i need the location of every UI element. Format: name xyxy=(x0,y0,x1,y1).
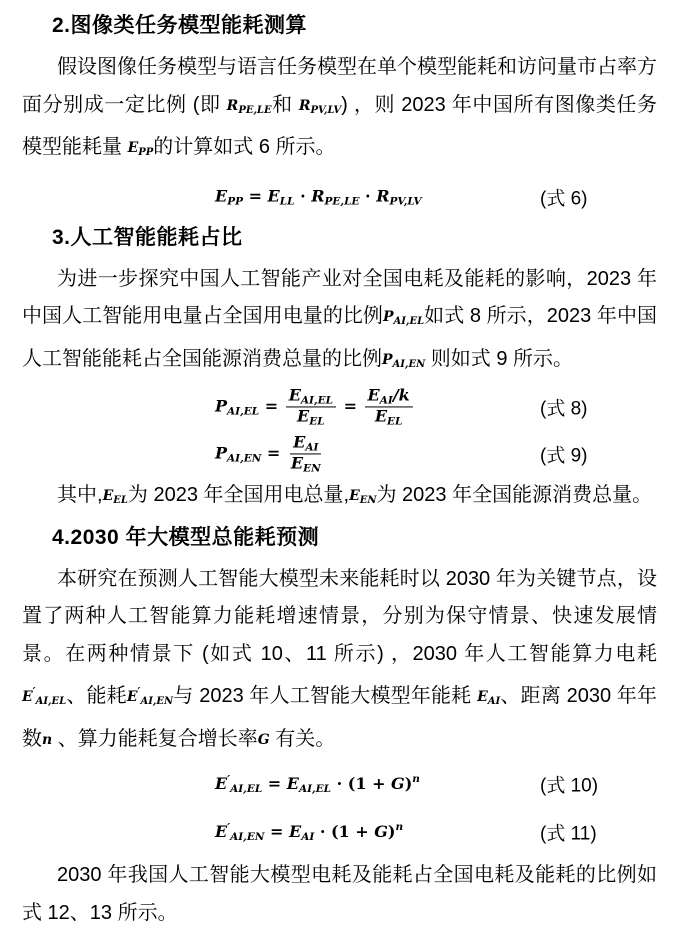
text-run xyxy=(22,864,657,924)
math-base: P xyxy=(382,352,393,368)
math-base: E xyxy=(215,186,227,205)
fraction xyxy=(365,386,413,427)
section xyxy=(22,523,657,932)
math-base: = xyxy=(262,774,287,793)
math-base: E xyxy=(291,453,303,472)
section xyxy=(22,223,657,520)
inline-math xyxy=(297,406,325,425)
text-run xyxy=(270,728,336,750)
subscript: AI,EL xyxy=(394,316,425,327)
subscript: AI xyxy=(488,696,500,707)
math-base: E xyxy=(289,822,301,841)
math-base: E xyxy=(293,432,305,451)
formula-block xyxy=(22,383,657,430)
subscript: AI,EL xyxy=(36,696,67,707)
math-base: E xyxy=(349,488,360,504)
inline-math xyxy=(374,822,388,841)
fraction-denominator xyxy=(288,454,324,474)
math-base: 和 xyxy=(272,94,299,116)
fraction xyxy=(286,386,336,427)
math-base: 、能耗 xyxy=(66,685,127,707)
inline-math xyxy=(215,443,261,462)
math-base: · (1 + xyxy=(331,774,391,793)
paragraph xyxy=(22,477,657,520)
subscript: EN xyxy=(360,495,377,506)
inline-math xyxy=(391,774,405,793)
math-base: = xyxy=(264,822,289,841)
math-base: 为 2023 年全国能源消费总量。 xyxy=(377,484,653,506)
formula xyxy=(215,186,422,207)
inline-math xyxy=(258,732,270,748)
subscript: LL xyxy=(280,195,295,207)
inline-math xyxy=(359,186,376,205)
text-run xyxy=(128,484,349,506)
inline-math xyxy=(289,822,314,841)
math-base: R xyxy=(227,98,239,114)
math-base: 、算力能耗复合增长率 xyxy=(52,728,258,750)
subscript: AI,EN xyxy=(230,831,264,843)
formula xyxy=(215,821,403,843)
math-base: 有关。 xyxy=(270,728,336,750)
formula xyxy=(215,433,326,474)
math-base: n xyxy=(42,732,52,748)
math-base: E xyxy=(268,186,280,205)
inline-math xyxy=(295,186,312,205)
math-base: R xyxy=(376,186,389,205)
math-base: 假设图像任务模型与语言任务模型在单个模型能耗和访问量市占率方面分别成一定比例 (即 xyxy=(22,56,657,116)
math-base: 、距离 2030 年年数 xyxy=(22,685,657,750)
math-base: P xyxy=(215,443,227,462)
math-base: · xyxy=(359,186,376,205)
formula-number-label: (式 8) xyxy=(540,393,588,420)
math-base: E xyxy=(477,689,488,705)
math-base: P xyxy=(215,396,227,415)
text-run xyxy=(377,484,653,506)
inline-math xyxy=(388,822,403,841)
math-base: · (1 + xyxy=(314,822,374,841)
math-base: 则如式 9 所示。 xyxy=(425,348,573,370)
math-base: E xyxy=(375,406,387,425)
inline-math xyxy=(314,822,374,841)
subscript: AI,EN xyxy=(393,359,426,370)
formula-block xyxy=(22,430,657,477)
text-run xyxy=(153,136,335,158)
math-base: 与 2023 年人工智能大模型年能耗 xyxy=(173,685,477,707)
math-base: E xyxy=(289,385,301,404)
math-base: E xyxy=(287,774,299,793)
inline-math xyxy=(331,774,391,793)
inline-math xyxy=(268,186,295,205)
section xyxy=(22,11,657,220)
section-heading: 2.图像类任务模型能耗测算 xyxy=(22,11,657,41)
math-base: ) xyxy=(405,774,413,793)
subscript: PE,LE xyxy=(238,105,271,116)
subscript: EL xyxy=(309,415,324,427)
subscript: EL xyxy=(113,495,128,506)
paragraph xyxy=(22,49,657,172)
math-base: E xyxy=(297,406,309,425)
subscript: AI,EN xyxy=(140,696,173,707)
math-base: 的计算如式 6 所示。 xyxy=(153,136,335,158)
inline-math xyxy=(227,98,272,114)
prime-mark: ′ xyxy=(138,685,141,698)
inline-math xyxy=(376,186,421,205)
math-base: R xyxy=(311,186,324,205)
fraction-numerator xyxy=(290,433,321,454)
formula-block xyxy=(22,761,657,807)
formula-number-label: (式 6) xyxy=(540,183,588,210)
formula xyxy=(215,386,415,427)
subscript: PP xyxy=(138,147,153,158)
inline-math xyxy=(299,98,341,114)
inline-math xyxy=(215,186,243,205)
subscript: AI xyxy=(305,441,318,453)
inline-math xyxy=(368,385,393,404)
text-run xyxy=(425,348,573,370)
inline-math xyxy=(215,396,259,415)
superscript: n xyxy=(395,821,403,833)
text-run xyxy=(52,728,258,750)
math-base: E xyxy=(368,385,380,404)
inline-math xyxy=(128,140,154,156)
math-base: = xyxy=(261,443,286,462)
inline-math xyxy=(349,488,376,504)
subscript: AI,EL xyxy=(227,405,259,417)
inline-math xyxy=(383,309,424,325)
section-heading: 3.人工智能能耗占比 xyxy=(22,223,657,253)
inline-math xyxy=(287,774,331,793)
inline-math xyxy=(477,689,500,705)
inline-math xyxy=(215,822,264,841)
fraction-numerator xyxy=(286,386,336,407)
inline-math xyxy=(338,396,363,415)
inline-math xyxy=(261,443,286,462)
subscript: EN xyxy=(303,462,321,474)
math-base: 为 2023 年全国用电总量, xyxy=(128,484,349,506)
paragraph xyxy=(22,261,657,384)
math-base: = xyxy=(338,396,363,415)
fraction-numerator xyxy=(365,386,413,407)
inline-math xyxy=(262,774,287,793)
inline-math xyxy=(382,352,425,368)
inline-math xyxy=(127,689,173,705)
math-base: E xyxy=(128,140,139,156)
subscript: PV,LV xyxy=(390,195,422,207)
subscript: AI,EN xyxy=(227,452,261,464)
fraction-denominator xyxy=(372,407,406,427)
math-base: ) ，则 2023 年中国所有图像类任务模型能耗量 xyxy=(22,94,657,159)
math-base: = xyxy=(243,186,268,205)
subscript: AI,EL xyxy=(299,783,331,795)
formula-block xyxy=(22,809,657,855)
inline-math xyxy=(293,432,318,451)
math-base: E xyxy=(215,774,227,793)
subscript: AI,EL xyxy=(230,783,262,795)
math-base: E xyxy=(215,822,227,841)
math-base: E xyxy=(22,689,33,705)
inline-math xyxy=(375,406,403,425)
prime-mark: ′ xyxy=(227,773,230,786)
math-base: R xyxy=(299,98,311,114)
subscript: AI xyxy=(301,831,314,843)
paragraph xyxy=(22,857,657,932)
inline-math xyxy=(215,774,262,793)
formula-block xyxy=(22,174,657,220)
inline-math xyxy=(259,396,284,415)
section-heading: 4.2030 年大模型总能耗预测 xyxy=(22,523,657,553)
superscript: n xyxy=(412,773,420,785)
math-base: 其中, xyxy=(57,484,103,506)
math-base: ) xyxy=(388,822,396,841)
inline-math xyxy=(103,488,128,504)
math-base: = xyxy=(259,396,284,415)
fraction-denominator xyxy=(294,407,328,427)
subscript: PP xyxy=(227,195,243,207)
formula-number-label: (式 11) xyxy=(540,819,597,846)
text-run xyxy=(272,94,299,116)
text-run xyxy=(66,685,127,707)
inline-math xyxy=(22,689,66,705)
formula-number-label: (式 9) xyxy=(540,440,588,467)
math-base: 为进一步探究中国人工智能产业对全国电耗及能耗的影响，2023 年中国人工智能用电量占全国用电量的比例 xyxy=(22,268,657,328)
inline-math xyxy=(289,385,333,404)
subscript: PE,LE xyxy=(325,195,360,207)
math-base: E xyxy=(127,689,138,705)
paragraph xyxy=(22,561,657,760)
math-base: · xyxy=(295,186,312,205)
inline-math xyxy=(405,774,420,793)
formula-number-label: (式 10) xyxy=(540,771,598,798)
subscript: PV,LV xyxy=(311,105,342,116)
math-base: 本研究在预测人工智能大模型未来能耗时以 2030 年为关键节点，设置了两种人工智能算力能耗增速情景，分别为保守情景、快速发展情景。在两种情景下 (如式 10、11 所示) ，2030 年人工智能算力电耗 xyxy=(22,568,657,665)
math-base: P xyxy=(383,309,394,325)
fraction xyxy=(288,433,324,474)
inline-math xyxy=(243,186,268,205)
inline-math xyxy=(264,822,289,841)
prime-mark: ′ xyxy=(33,685,36,698)
text-run xyxy=(22,568,657,665)
inline-math xyxy=(42,732,52,748)
inline-math xyxy=(393,385,410,404)
prime-mark: ′ xyxy=(227,821,230,834)
text-run xyxy=(173,685,477,707)
inline-math xyxy=(311,186,359,205)
subscript: EL xyxy=(387,415,402,427)
math-base: E xyxy=(103,488,114,504)
math-base: 如式 8 所示，2023 年中国人工智能能耗占全国能源消费总量的比例 xyxy=(22,305,657,370)
text-run xyxy=(57,484,103,506)
math-base: G xyxy=(374,822,388,841)
inline-math xyxy=(291,453,321,472)
math-base: G xyxy=(258,732,270,748)
formula xyxy=(215,773,420,795)
math-base: G xyxy=(391,774,405,793)
subscript: AI xyxy=(380,394,393,406)
subscript: AI,EL xyxy=(301,394,333,406)
math-base: 2030 年我国人工智能大模型电耗及能耗占全国电耗及能耗的比例如式 12、13 所示。 xyxy=(22,864,657,924)
math-base: /k xyxy=(393,385,410,404)
